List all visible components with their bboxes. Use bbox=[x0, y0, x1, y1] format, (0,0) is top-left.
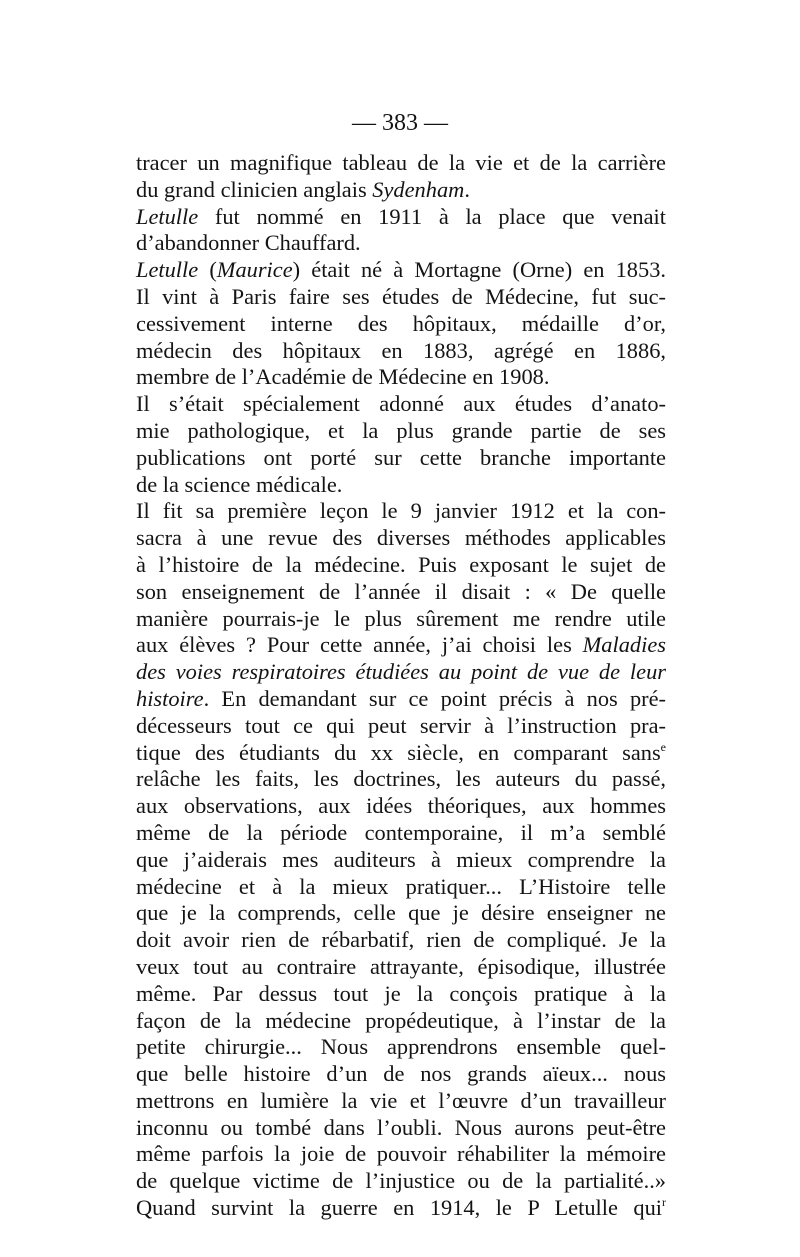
text-line bbox=[136, 740, 666, 767]
text-segment: ( bbox=[198, 257, 217, 283]
text-segment: aux élèves ? Pour cette année, j’ai choisi les bbox=[136, 632, 583, 658]
text-line bbox=[136, 391, 666, 418]
text-line bbox=[136, 472, 666, 499]
text-segment: que je la comprends, celle que je désire enseigner ne bbox=[136, 900, 666, 926]
text-segment: petite chirurgie... Nous apprendrons ensemble quel- bbox=[136, 1034, 666, 1060]
text-segment: son enseignement de l’année il disait : « De quelle bbox=[136, 578, 666, 604]
text-segment: Il s’était spécialement adonné aux études d’anato- bbox=[136, 391, 666, 417]
text-line bbox=[136, 418, 666, 445]
text-segment: relâche les faits, les doctrines, les auteurs du passé, bbox=[136, 766, 666, 792]
body-text bbox=[136, 150, 666, 1222]
text-line bbox=[136, 713, 666, 740]
text-line bbox=[136, 338, 666, 365]
text-line bbox=[136, 632, 666, 659]
text-segment: à l’histoire de la médecine. Puis exposant le sujet de bbox=[136, 551, 666, 577]
text-line bbox=[136, 1168, 666, 1195]
text-segment: même. Par dessus tout je la conçois pratique à la bbox=[136, 980, 666, 1006]
text-line bbox=[136, 981, 666, 1008]
text-segment: Quand survint la guerre en 1914, le P bbox=[136, 1195, 539, 1221]
text-segment: inconnu ou tombé dans l’oubli. Nous aurons peut-être bbox=[136, 1114, 666, 1140]
text-line bbox=[136, 1034, 666, 1061]
text-line bbox=[136, 311, 666, 338]
text-segment: ) était né à Mortagne (Orne) en 1853. bbox=[292, 257, 666, 283]
text-segment: aux observations, aux idées théoriques, aux hommes bbox=[136, 793, 666, 819]
text-line bbox=[136, 874, 666, 901]
text-segment: doit avoir rien de rébarbatif, rien de compliqué. Je la bbox=[136, 927, 666, 953]
text-line bbox=[136, 579, 666, 606]
text-segment: façon de la médecine propédeutique, à l’instar de la bbox=[136, 1007, 666, 1033]
text-segment: veux tout au contraire attrayante, épisodique, illustrée bbox=[136, 953, 666, 979]
italic-text: Maurice bbox=[216, 257, 293, 283]
text-line bbox=[136, 659, 666, 686]
text-line bbox=[136, 766, 666, 793]
text-line bbox=[136, 1195, 666, 1222]
text-line bbox=[136, 1088, 666, 1115]
text-segment: du grand clinicien anglais bbox=[136, 176, 373, 202]
text-line bbox=[136, 686, 666, 713]
text-segment: Letulle qui bbox=[538, 1195, 662, 1221]
text-segment: tique des étudiants du xx bbox=[136, 739, 394, 765]
text-segment: membre de l’Académie de Médecine en 1908. bbox=[136, 364, 550, 390]
text-line bbox=[136, 900, 666, 927]
text-segment: que j’aiderais mes auditeurs à mieux comprendre la bbox=[136, 846, 666, 872]
text-segment: siècle, en comparant sans bbox=[393, 739, 661, 765]
text-line bbox=[136, 847, 666, 874]
text-segment: tracer un magnifique tableau de la vie et de la carrière bbox=[136, 150, 666, 175]
text-segment: Il fit sa première leçon le 9 janvier 1912 et la con- bbox=[136, 498, 666, 524]
superscript: e bbox=[660, 739, 666, 754]
italic-text: Letulle bbox=[136, 257, 199, 283]
text-line bbox=[136, 284, 666, 311]
text-line bbox=[136, 177, 666, 204]
text-line bbox=[136, 204, 666, 231]
text-line bbox=[136, 1061, 666, 1088]
text-line bbox=[136, 793, 666, 820]
text-segment: sacra à une revue des diverses méthodes applicables bbox=[136, 525, 666, 551]
text-segment: fut nommé en 1911 à la place que venait bbox=[198, 203, 666, 229]
text-line bbox=[136, 927, 666, 954]
text-segment: . En demandant sur ce point précis à nos pré- bbox=[203, 685, 666, 711]
italic-text: histoire bbox=[136, 685, 204, 711]
page-number: — 383 — bbox=[352, 110, 448, 136]
text-line bbox=[136, 364, 666, 391]
text-segment: même parfois la joie de pouvoir réhabiliter la mémoire bbox=[136, 1141, 666, 1167]
text-line bbox=[136, 525, 666, 552]
text-line bbox=[136, 1115, 666, 1142]
text-line bbox=[136, 954, 666, 981]
text-segment: de la science médicale. bbox=[136, 471, 343, 497]
text-segment: mettrons en lumière la vie et l’œuvre d’un travailleur bbox=[136, 1087, 666, 1113]
text-segment: . bbox=[464, 176, 470, 202]
text-line bbox=[136, 552, 666, 579]
italic-text: Maladies bbox=[582, 632, 666, 658]
text-segment: médecin des hôpitaux en 1883, agrégé en 1886, bbox=[136, 337, 666, 363]
text-segment: publications ont porté sur cette branche importante bbox=[136, 444, 666, 470]
italic-text: des voies respiratoires étudiées au point de vue de leur bbox=[136, 659, 666, 685]
text-line bbox=[136, 257, 666, 284]
text-segment: que belle histoire d’un de nos grands aïeux... nous bbox=[136, 1061, 666, 1087]
text-line bbox=[136, 498, 666, 525]
text-segment: médecine et à la mieux pratiquer... L’Histoire telle bbox=[136, 873, 666, 899]
text-segment: de quelque victime de l’injustice ou de la partialité..» bbox=[136, 1168, 666, 1194]
text-line bbox=[136, 150, 666, 177]
text-segment: décesseurs tout ce qui peut servir à l’instruction pra- bbox=[136, 712, 666, 738]
text-line bbox=[136, 1141, 666, 1168]
text-line bbox=[136, 230, 666, 257]
superscript: r bbox=[662, 1195, 666, 1210]
text-segment: cessivement interne des hôpitaux, médaille d’or, bbox=[136, 310, 666, 336]
text-line bbox=[136, 1008, 666, 1035]
italic-text: Sydenham bbox=[372, 176, 465, 202]
italic-text: Letulle bbox=[136, 203, 199, 229]
text-segment: mie pathologique, et la plus grande partie de ses bbox=[136, 417, 666, 443]
text-line bbox=[136, 445, 666, 472]
text-segment: Il vint à Paris faire ses études de Médecine, fut suc- bbox=[136, 283, 666, 309]
text-segment: même de la période contemporaine, il m’a semblé bbox=[136, 819, 666, 845]
text-line bbox=[136, 606, 666, 633]
text-segment: manière pourrais-je le plus sûrement me rendre utile bbox=[136, 605, 666, 631]
text-segment: d’abandonner Chauffard. bbox=[136, 230, 361, 256]
text-line bbox=[136, 820, 666, 847]
